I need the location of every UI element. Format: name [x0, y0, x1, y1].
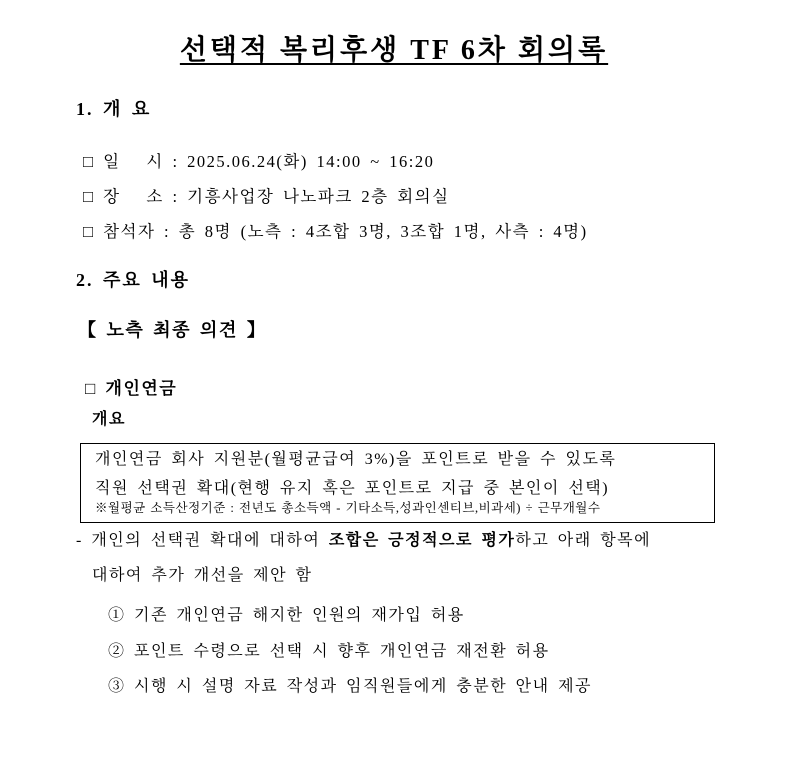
meeting-attendees-line: □ 참석자 : 총 8명 (노측 : 4조합 3명, 3조합 1명, 사측 : 4명): [83, 222, 588, 241]
opinion-text-bold: 조합은 긍정적으로 평가: [328, 532, 516, 549]
proposal-item-2: ② 포인트 수령으로 선택 시 향후 개인연금 재전환 허용: [108, 643, 550, 660]
meeting-date-line: □ 일 시 : 2025.06.24(화) 14:00 ~ 16:20: [83, 152, 435, 171]
overview-section-heading: 1. 개 요: [76, 99, 152, 119]
personal-pension-topic-heading: □ 개인연금: [85, 379, 178, 398]
proposal-item-1: ① 기존 개인연금 해지한 인원의 재가입 허용: [108, 607, 465, 624]
main-section-heading: 2. 주요 내용: [76, 270, 191, 290]
opinion-paragraph-line-2: 대하여 추가 개선을 제안 함: [92, 567, 313, 584]
proposal-item-3: ③ 시행 시 설명 자료 작성과 임직원들에게 충분한 안내 제공: [108, 678, 592, 695]
topic-overview-label: 개요: [92, 411, 126, 428]
pension-overview-box: [80, 443, 715, 523]
title-container: [0, 28, 788, 68]
opinion-text-post: 하고 아래 항목에: [515, 532, 652, 549]
opinion-paragraph-line-1: [76, 531, 651, 550]
opinion-text-pre: - 개인의 선택권 확대에 대하여: [76, 532, 329, 549]
union-final-opinion-heading: 【 노측 최종 의견 】: [78, 320, 267, 340]
box-line-employee-choice: 직원 선택권 확대(현행 유지 혹은 포인트로 지급 중 본인이 선택): [95, 480, 610, 497]
box-line-company-support: 개인연금 회사 지원분(월평균급여 3%)을 포인트로 받을 수 있도록: [95, 451, 617, 468]
box-note-income-calculation: ※월평균 소득산정기준 : 전년도 총소득액 - 기타소득,성과인센티브,비과세) ÷ 근무개월수: [95, 501, 601, 515]
meeting-place-line: □ 장 소 : 기흥사업장 나노파크 2층 회의실: [83, 187, 450, 206]
document-title: 선택적 복리후생 TF 6차 회의록: [179, 35, 609, 66]
